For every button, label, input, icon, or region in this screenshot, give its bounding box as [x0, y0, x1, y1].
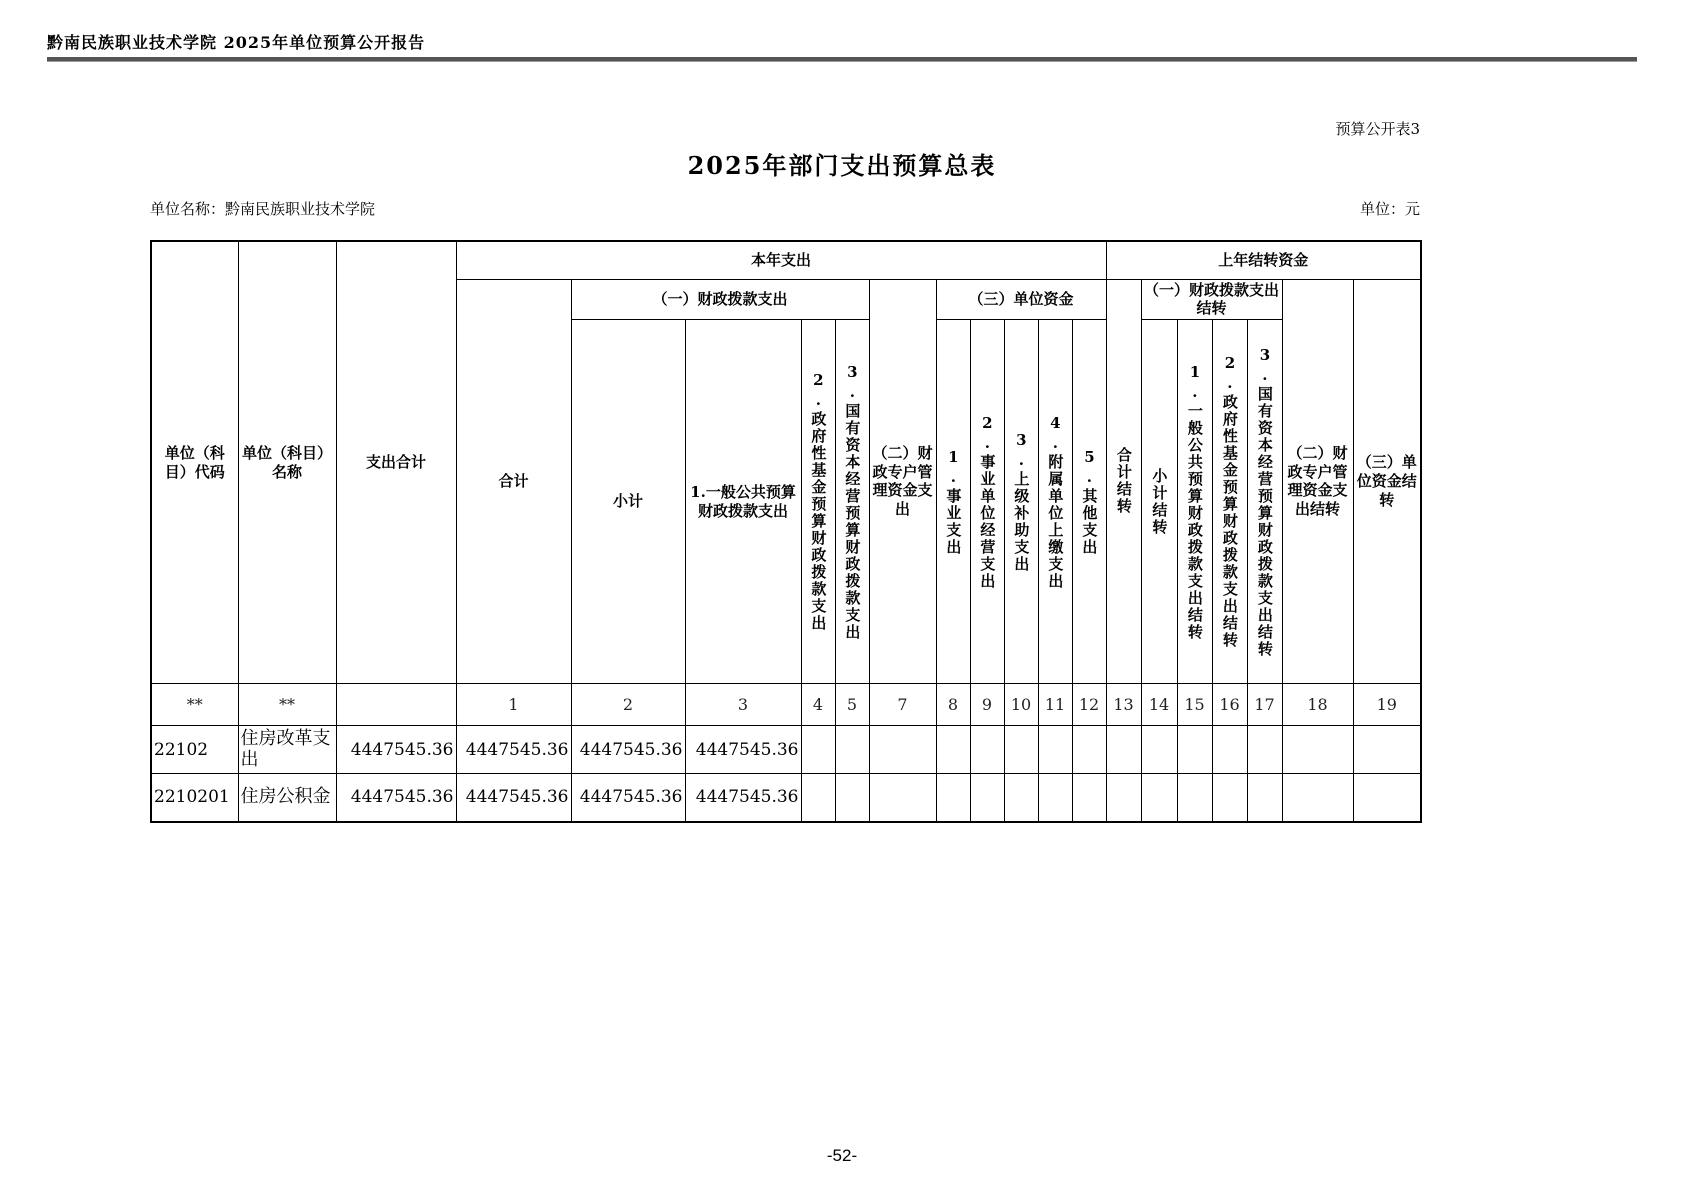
column-number-cell: 18	[1282, 684, 1353, 726]
header-carryover-general-public: 1.一般公共预算财政拨款支出结转	[1177, 320, 1212, 684]
value-cell: 4447545.36	[456, 774, 571, 822]
table-body	[151, 684, 1421, 822]
value-cell	[1177, 774, 1212, 822]
column-number-cell: 11	[1038, 684, 1072, 726]
value-cell	[936, 774, 970, 822]
value-cell	[1141, 774, 1177, 822]
header-carryover-fiscal-allocation: （一）财政拨款支出结转	[1141, 279, 1282, 320]
value-cell: 4447545.36	[336, 774, 456, 822]
column-number-cell: 1	[456, 684, 571, 726]
value-cell: 4447545.36	[571, 726, 685, 774]
header-affiliated-remittance: 4.附属单位上缴支出	[1038, 320, 1072, 684]
header-carryover-govt-fund: 2.政府性基金预算财政拨款支出结转	[1212, 320, 1247, 684]
column-number-cell: 15	[1177, 684, 1212, 726]
header-unit-funds: （三）单位资金	[936, 279, 1106, 320]
header-fiscal-allocation: （一）财政拨款支出	[571, 279, 869, 320]
value-cell	[1106, 726, 1141, 774]
column-number-cell: 16	[1212, 684, 1247, 726]
value-cell	[1282, 726, 1353, 774]
value-cell	[936, 726, 970, 774]
header-carryover-subtotal: 小计结转	[1141, 320, 1177, 684]
header-business-operation: 2.事业单位经营支出	[970, 320, 1004, 684]
column-number-cell: 14	[1141, 684, 1177, 726]
column-number-cell: 9	[970, 684, 1004, 726]
value-cell	[869, 774, 936, 822]
header-current-year: 本年支出	[456, 241, 1106, 279]
value-cell	[1038, 774, 1072, 822]
header-rule	[47, 57, 1637, 62]
value-cell	[1177, 726, 1212, 774]
page-number: -52-	[826, 1146, 858, 1165]
value-cell	[869, 726, 936, 774]
column-number-cell: 8	[936, 684, 970, 726]
budget-table	[150, 240, 1422, 823]
header-carryover-fiscal-special-account: （二）财政专户管理资金支出结转	[1282, 279, 1353, 684]
header-fiscal-special-account: （二）财政专户管理资金支出	[869, 279, 936, 684]
column-number-cell: 17	[1247, 684, 1282, 726]
header-carryover-total: 合计结转	[1106, 279, 1141, 684]
header-total: 合计	[456, 279, 571, 684]
value-cell: 4447545.36	[685, 774, 801, 822]
unit-of-measure-label: 单位：元	[1359, 200, 1420, 218]
column-number-cell: **	[151, 684, 238, 726]
column-number-cell: 7	[869, 684, 936, 726]
column-number-cell	[336, 684, 456, 726]
value-cell	[1038, 726, 1072, 774]
column-number-cell: 2	[571, 684, 685, 726]
column-number-row	[151, 684, 1421, 726]
header-other-expenditure: 5.其他支出	[1072, 320, 1106, 684]
subject-name-cell: 住房改革支出	[238, 726, 336, 774]
header-carryover-unit-funds: （三）单位资金结转	[1353, 279, 1421, 684]
value-cell	[1247, 774, 1282, 822]
sheet-label: 预算公开表3	[1335, 120, 1420, 138]
header-business-expenditure: 1.事业支出	[936, 320, 970, 684]
document-header: 黔南民族职业技术学院 2025年单位预算公开报告	[47, 33, 426, 52]
header-carryover-state-capital: 3.国有资本经营预算财政拨款支出结转	[1247, 320, 1282, 684]
column-number-cell: 12	[1072, 684, 1106, 726]
value-cell: 4447545.36	[456, 726, 571, 774]
header-code: 单位（科目）代码	[151, 241, 238, 684]
value-cell	[1353, 726, 1421, 774]
value-cell	[1353, 774, 1421, 822]
value-cell	[1004, 726, 1038, 774]
column-number-cell: 3	[685, 684, 801, 726]
column-number-cell: **	[238, 684, 336, 726]
value-cell	[1072, 774, 1106, 822]
value-cell	[1004, 774, 1038, 822]
column-number-cell: 4	[801, 684, 835, 726]
value-cell: 4447545.36	[336, 726, 456, 774]
header-expenditure-total: 支出合计	[336, 241, 456, 684]
value-cell	[1282, 774, 1353, 822]
header-govt-fund-budget: 2.政府性基金预算财政拨款支出	[801, 320, 835, 684]
value-cell	[970, 726, 1004, 774]
value-cell	[1212, 726, 1247, 774]
value-cell: 4447545.36	[685, 726, 801, 774]
column-number-cell: 13	[1106, 684, 1141, 726]
header-state-capital-budget: 3.国有资本经营预算财政拨款支出	[835, 320, 869, 684]
value-cell	[1072, 726, 1106, 774]
value-cell	[801, 774, 835, 822]
header-general-public-budget: 1.一般公共预算财政拨款支出	[685, 320, 801, 684]
value-cell	[835, 726, 869, 774]
value-cell: 4447545.36	[571, 774, 685, 822]
column-number-cell: 10	[1004, 684, 1038, 726]
value-cell	[801, 726, 835, 774]
column-number-cell: 5	[835, 684, 869, 726]
table-row	[151, 774, 1421, 822]
header-name: 单位（科目）名称	[238, 241, 336, 684]
value-cell	[835, 774, 869, 822]
subject-name-cell: 住房公积金	[238, 774, 336, 822]
unit-name-label: 单位名称：黔南民族职业技术学院	[150, 200, 376, 218]
table-row	[151, 726, 1421, 774]
subject-code-cell: 22102	[151, 726, 238, 774]
value-cell	[1141, 726, 1177, 774]
header-subtotal: 小计	[571, 320, 685, 684]
subject-code-cell: 2210201	[151, 774, 238, 822]
value-cell	[1106, 774, 1141, 822]
value-cell	[970, 774, 1004, 822]
header-prev-year-carryover: 上年结转资金	[1106, 241, 1421, 279]
page-title: 2025年部门支出预算总表	[687, 151, 997, 180]
value-cell	[1247, 726, 1282, 774]
column-number-cell: 19	[1353, 684, 1421, 726]
value-cell	[1212, 774, 1247, 822]
header-superior-subsidy: 3.上级补助支出	[1004, 320, 1038, 684]
